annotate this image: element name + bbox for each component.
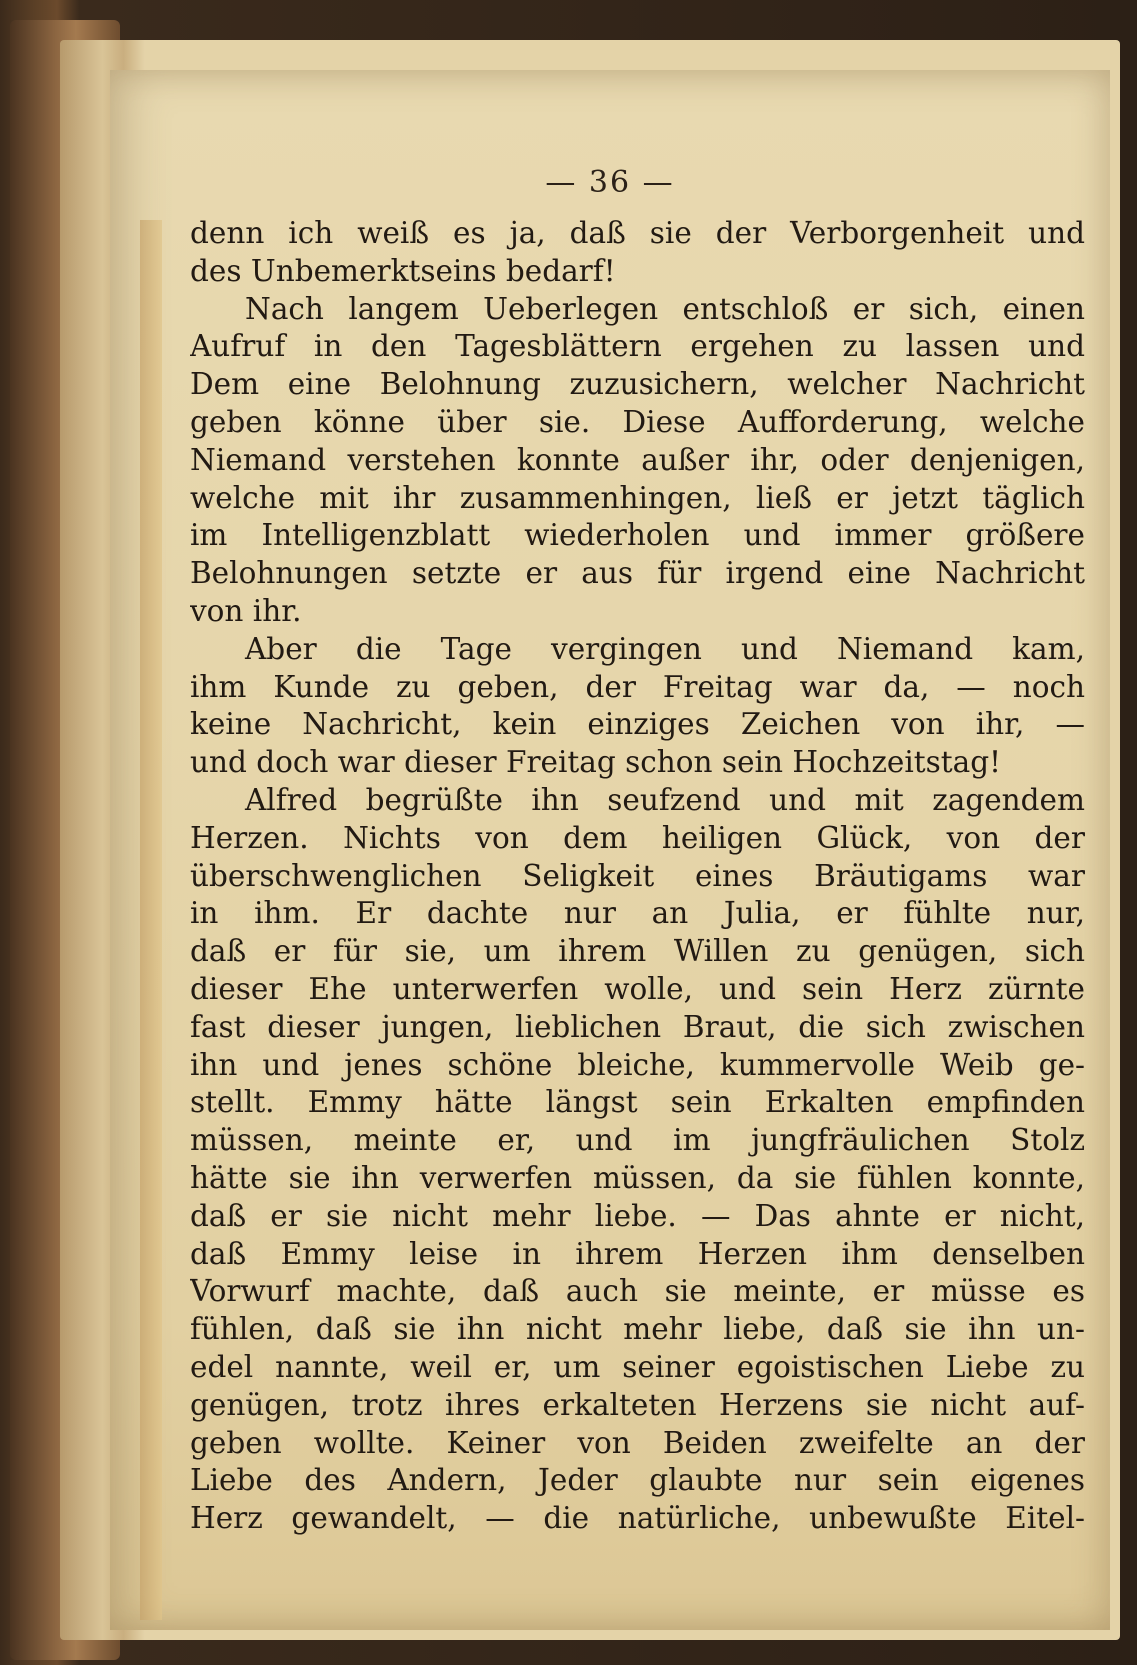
text-line: geben wollte. Keiner von Beiden zweifelte an der [190, 1425, 1085, 1460]
text-line: ihm Kunde zu geben, der Freitag war da, — noch [190, 669, 1085, 704]
text-line: daß er sie nicht mehr liebe. — Das ahnte er nicht, [190, 1198, 1085, 1233]
text-line: Herz gewandelt, — die natürliche, unbewußte Eitel- [190, 1501, 1085, 1536]
text-line: edel nannte, weil er, um seiner egoistischen Liebe zu [190, 1349, 1085, 1384]
text-line: müssen, meinte er, und im jungfräulichen Stolz [190, 1123, 1085, 1158]
text-line: daß Emmy leise in ihrem Herzen ihm denselben [190, 1236, 1085, 1271]
text-line: Liebe des Andern, Jeder glaubte nur sein eigenes [190, 1463, 1085, 1498]
text-line: hätte sie ihn verwerfen müssen, da sie fühlen konnte, [190, 1160, 1085, 1195]
text-line: stellt. Emmy hätte längst sein Erkalten empfinden [190, 1085, 1085, 1120]
text-line: und doch war dieser Freitag schon sein Hochzeitstag! [190, 745, 1001, 780]
text-line: in ihm. Er dachte nur an Julia, er fühlte nur, [190, 896, 1085, 931]
text-line: fast dieser jungen, lieblichen Braut, die sich zwischen [190, 1009, 1085, 1044]
text-line: geben könne über sie. Diese Aufforderung, welche [190, 404, 1085, 439]
body-text [190, 215, 1085, 1538]
text-line: keine Nachricht, kein einziges Zeichen von ihr, — [190, 707, 1085, 742]
text-line: ihn und jenes schöne bleiche, kummervolle Weib ge- [190, 1047, 1085, 1082]
text-line: welche mit ihr zusammenhingen, ließ er jetzt täglich [190, 480, 1085, 515]
text-line: fühlen, daß sie ihn nicht mehr liebe, daß sie ihn un- [190, 1312, 1085, 1347]
page-number: — 36 — [545, 165, 675, 200]
text-line: von ihr. [190, 593, 302, 628]
text-line: genügen, trotz ihres erkalteten Herzens sie nicht auf- [190, 1387, 1085, 1422]
text-line: daß er für sie, um ihrem Willen zu genügen, sich [190, 934, 1085, 969]
text-line: Belohnungen setzte er aus für irgend eine Nachricht [190, 556, 1085, 591]
text-line: Aber die Tage vergingen und Niemand kam, [245, 631, 1085, 666]
text-line: überschwenglichen Seligkeit eines Bräutigams war [190, 858, 1085, 893]
text-line: denn ich weiß es ja, daß sie der Verborgenheit und [190, 216, 1085, 250]
text-line: Niemand verstehen konnte außer ihr, oder denjenigen, [190, 442, 1085, 477]
text-line: dieser Ehe unterwerfen wolle, und sein Herz zürnte [190, 971, 1085, 1006]
binding-strip [140, 220, 162, 1620]
text-line: des Unbemerktseins bedarf! [190, 253, 616, 288]
text-line: Herzen. Nichts von dem heiligen Glück, von der [190, 820, 1085, 855]
text-line: im Intelligenzblatt wiederholen und immer größere [190, 518, 1085, 553]
text-line: Alfred begrüßte ihn seufzend und mit zagendem [245, 782, 1085, 817]
text-line: Vorwurf machte, daß auch sie meinte, er müsse es [190, 1274, 1085, 1309]
text-line: Aufruf in den Tagesblättern ergehen zu lassen und [190, 329, 1085, 364]
text-line: Nach langem Ueberlegen entschloß er sich, einen [245, 291, 1085, 326]
text-line: Dem eine Belohnung zuzusichern, welcher Nachricht [190, 367, 1085, 402]
